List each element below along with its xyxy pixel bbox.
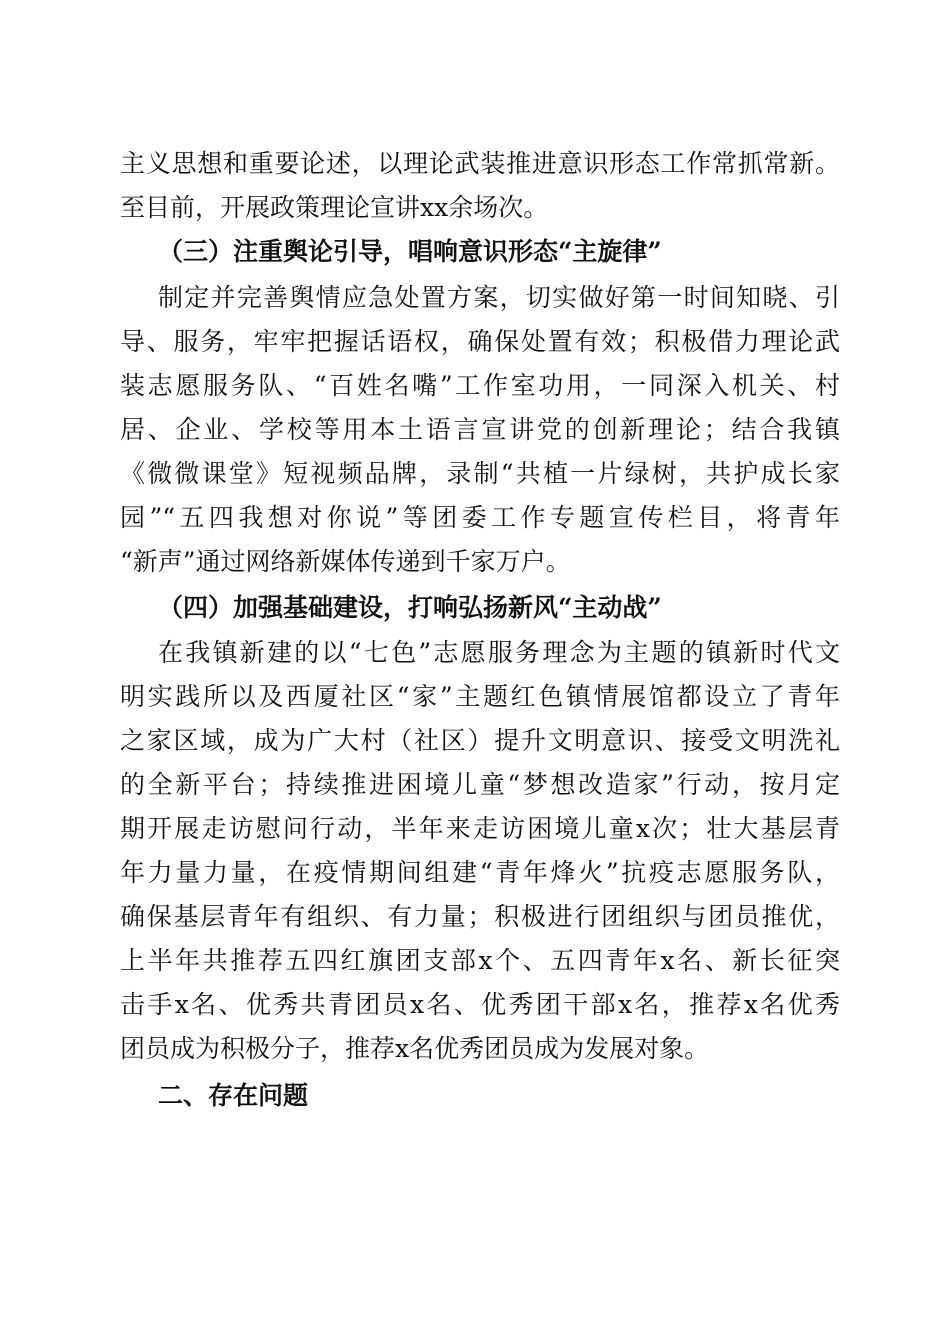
body-text-line: 确保基层青年有组织、有力量；积极进行团组织与团员推优， [120,902,840,931]
body-text-line: 的全新平台；持续推进困境儿童“梦想改造家”行动，按月定 [120,770,840,799]
body-text-line: 居、企业、学校等用本土语言宣讲党的创新理论；结合我镇 [120,415,840,444]
body-text-line: 《微微课堂》短视频品牌，录制“共植一片绿树，共护成长家 [120,459,840,488]
body-text-line: 明实践所以及西厦社区“家”主题红色镇情展馆都设立了青年 [120,682,840,711]
body-text-line: 团员成为积极分子，推荐x名优秀团员成为发展对象。 [120,1034,710,1063]
body-text-line: 至目前，开展政策理论宣讲xx余场次。 [120,193,549,222]
body-text-line: 装志愿服务队、“百姓名嘴”工作室功用，一同深入机关、村 [120,371,840,400]
body-text-line: 年力量力量，在疫情期间组建“青年烽火”抗疫志愿服务队， [120,858,840,887]
body-text-line: 之家区域，成为广大村（社区）提升文明意识、接受文明洗礼 [120,726,840,755]
body-text-line: 击手x名、优秀共青团员x名、优秀团干部x名，推荐x名优秀 [120,990,840,1019]
subsection-heading-3: （三）注重舆论引导，唱响意识形态“主旋律” [158,237,662,266]
body-text-line: 上半年共推荐五四红旗团支部x个、五四青年x名、新长征突 [120,946,840,975]
body-text-line: 导、服务，牢牢把握话语权，确保处置有效；积极借力理论武 [120,327,840,356]
body-text-line: 园”“五四我想对你说”等团委工作专题宣传栏目，将青年 [120,503,840,532]
body-text-line: 主义思想和重要论述，以理论武装推进意识形态工作常抓常新。 [120,149,840,178]
body-text-line: 制定并完善舆情应急处置方案，切实做好第一时间知晓、引 [158,283,840,312]
body-text-line: 期开展走访慰问行动，半年来走访困境儿童x次；壮大基层青 [120,814,840,843]
body-text-line: 在我镇新建的以“七色”志愿服务理念为主题的镇新时代文 [158,638,840,667]
body-text-line: “新声”通过网络新媒体传递到千家万户。 [120,547,571,576]
subsection-heading-4: （四）加强基础建设，打响弘扬新风“主动战” [158,593,662,622]
section-heading-2: 二、存在问题 [158,1081,309,1110]
